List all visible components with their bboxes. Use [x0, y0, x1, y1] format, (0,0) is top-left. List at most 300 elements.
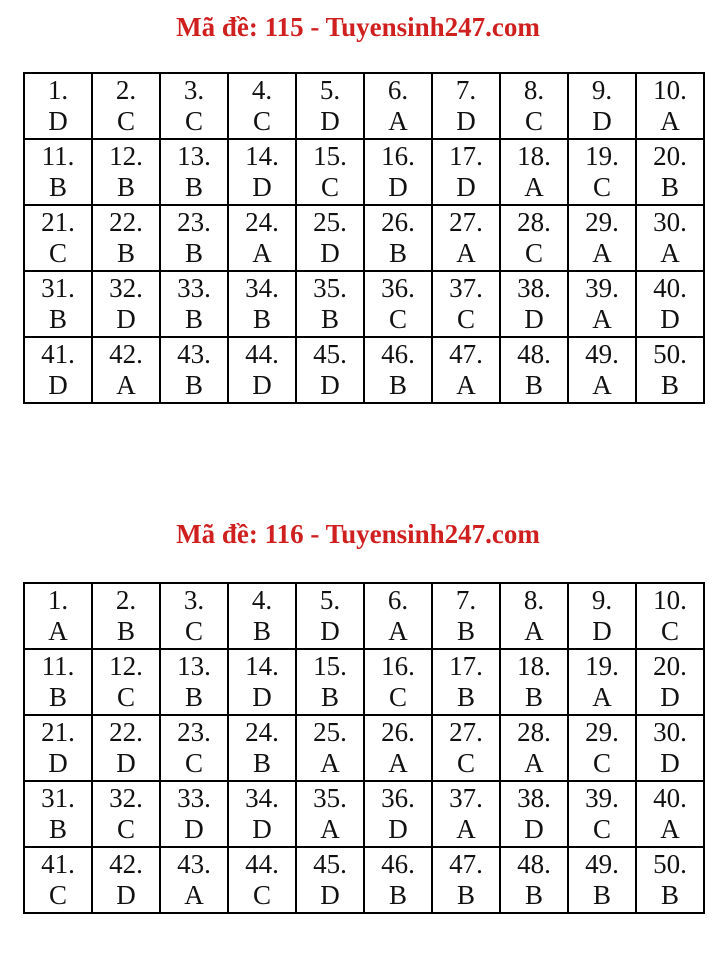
question-number: 7. — [455, 75, 477, 105]
question-number: 29. — [585, 207, 619, 237]
question-number: 40. — [653, 273, 687, 303]
answer-letter: C — [184, 106, 203, 136]
answer-cell — [364, 271, 432, 337]
answer-cell — [92, 781, 160, 847]
answer-letter: B — [184, 682, 203, 712]
answer-cell — [636, 583, 704, 649]
question-number: 30. — [653, 717, 687, 747]
answer-letter: A — [252, 238, 272, 268]
question-number: 21. — [41, 717, 75, 747]
question-number: 45. — [313, 339, 347, 369]
answer-cell — [228, 337, 296, 403]
answer-letter: D — [252, 370, 272, 400]
answer-cell — [296, 649, 364, 715]
answer-cell — [228, 205, 296, 271]
answer-cell — [364, 583, 432, 649]
answer-cell — [636, 781, 704, 847]
question-number: 5. — [319, 75, 341, 105]
answer-cell — [568, 781, 636, 847]
answer-cell — [160, 847, 228, 913]
question-number: 4. — [251, 585, 273, 615]
question-number: 16. — [381, 651, 415, 681]
answer-cell — [364, 337, 432, 403]
answer-cell — [24, 649, 92, 715]
answer-letter: A — [320, 814, 340, 844]
question-number: 15. — [313, 141, 347, 171]
question-number: 46. — [381, 339, 415, 369]
answer-letter: D — [592, 616, 612, 646]
answer-cell — [160, 337, 228, 403]
answer-letter: D — [116, 304, 136, 334]
answer-letter: B — [388, 370, 407, 400]
question-number: 3. — [183, 585, 205, 615]
answer-letter: B — [116, 172, 135, 202]
answer-cell — [636, 205, 704, 271]
question-number: 24. — [245, 207, 279, 237]
answer-cell — [432, 583, 500, 649]
question-number: 21. — [41, 207, 75, 237]
table-row — [24, 205, 704, 271]
answer-cell — [364, 781, 432, 847]
answer-cell — [92, 715, 160, 781]
question-number: 43. — [177, 339, 211, 369]
question-number: 8. — [523, 585, 545, 615]
question-number: 31. — [41, 783, 75, 813]
answer-letter: B — [524, 682, 543, 712]
answer-letter: D — [660, 682, 680, 712]
answer-key-title-115: Mã đề: 115 - Tuyensinh247.com — [176, 12, 540, 42]
answer-letter: B — [320, 682, 339, 712]
answer-cell — [296, 271, 364, 337]
answer-letter: D — [456, 172, 476, 202]
answer-cell — [296, 847, 364, 913]
answer-cell — [500, 583, 568, 649]
answer-letter: C — [116, 682, 135, 712]
answer-letter: A — [456, 238, 476, 268]
question-number: 37. — [449, 783, 483, 813]
answer-letter: C — [592, 814, 611, 844]
answer-letter: A — [456, 370, 476, 400]
answer-letter: D — [116, 880, 136, 910]
answer-letter: D — [524, 304, 544, 334]
answer-letter: B — [116, 238, 135, 268]
answer-cell — [500, 715, 568, 781]
question-number: 26. — [381, 717, 415, 747]
answer-letter: D — [184, 814, 204, 844]
answer-cell — [568, 337, 636, 403]
answer-letter: D — [660, 748, 680, 778]
answer-cell — [92, 583, 160, 649]
question-number: 44. — [245, 339, 279, 369]
answer-letter: B — [456, 880, 475, 910]
answer-letter: A — [660, 238, 680, 268]
answer-letter: C — [184, 616, 203, 646]
answer-letter: B — [524, 370, 543, 400]
question-number: 19. — [585, 651, 619, 681]
answer-cell — [228, 847, 296, 913]
question-number: 28. — [517, 207, 551, 237]
answer-cell — [228, 583, 296, 649]
question-number: 47. — [449, 339, 483, 369]
answer-key-title-116: Mã đề: 116 - Tuyensinh247.com — [176, 519, 540, 549]
answer-cell — [92, 205, 160, 271]
answer-letter: C — [252, 880, 271, 910]
answer-letter: B — [48, 304, 67, 334]
answer-cell — [296, 781, 364, 847]
answer-letter: C — [592, 172, 611, 202]
question-number: 37. — [449, 273, 483, 303]
question-number: 42. — [109, 849, 143, 879]
answer-letter: D — [388, 172, 408, 202]
answer-letter: C — [48, 238, 67, 268]
answer-letter: B — [48, 814, 67, 844]
question-number: 18. — [517, 141, 551, 171]
answer-letter: D — [592, 106, 612, 136]
answer-cell — [228, 73, 296, 139]
answer-letter: D — [524, 814, 544, 844]
answer-cell — [636, 73, 704, 139]
question-number: 12. — [109, 651, 143, 681]
question-number: 45. — [313, 849, 347, 879]
answer-cell — [24, 715, 92, 781]
question-number: 41. — [41, 339, 75, 369]
answer-cell — [636, 715, 704, 781]
answer-cell — [636, 139, 704, 205]
table-row — [24, 139, 704, 205]
answer-letter: C — [456, 748, 475, 778]
question-number: 47. — [449, 849, 483, 879]
answer-cell — [228, 271, 296, 337]
question-number: 35. — [313, 783, 347, 813]
table-row — [24, 781, 704, 847]
answer-cell — [364, 649, 432, 715]
answer-cell — [500, 649, 568, 715]
answer-letter: B — [660, 172, 679, 202]
question-number: 15. — [313, 651, 347, 681]
answer-cell — [24, 337, 92, 403]
question-number: 3. — [183, 75, 205, 105]
answer-cell — [568, 139, 636, 205]
answer-letter: B — [184, 172, 203, 202]
question-number: 20. — [653, 141, 687, 171]
question-number: 31. — [41, 273, 75, 303]
answer-cell — [364, 847, 432, 913]
answer-letter: B — [116, 616, 135, 646]
answer-letter: A — [320, 748, 340, 778]
question-number: 19. — [585, 141, 619, 171]
answer-cell — [92, 649, 160, 715]
question-number: 16. — [381, 141, 415, 171]
answer-cell — [228, 715, 296, 781]
answer-letter: A — [660, 814, 680, 844]
question-number: 7. — [455, 585, 477, 615]
answer-letter: A — [524, 748, 544, 778]
answer-letter: A — [660, 106, 680, 136]
answer-letter: C — [388, 682, 407, 712]
answer-letter: A — [524, 172, 544, 202]
table-row — [24, 649, 704, 715]
question-number: 11. — [41, 141, 75, 171]
answer-cell — [160, 271, 228, 337]
table-row — [24, 715, 704, 781]
answer-cell — [500, 781, 568, 847]
question-number: 22. — [109, 207, 143, 237]
question-number: 8. — [523, 75, 545, 105]
answer-letter: D — [320, 106, 340, 136]
answer-letter: D — [252, 172, 272, 202]
answer-letter: A — [388, 616, 408, 646]
answer-letter: C — [592, 748, 611, 778]
answer-cell — [568, 847, 636, 913]
answer-letter: B — [388, 238, 407, 268]
answer-letter: D — [660, 304, 680, 334]
answer-letter: B — [320, 304, 339, 334]
question-number: 2. — [115, 585, 137, 615]
question-number: 6. — [387, 75, 409, 105]
question-number: 4. — [251, 75, 273, 105]
answer-letter: A — [456, 814, 476, 844]
question-number: 12. — [109, 141, 143, 171]
question-number: 17. — [449, 651, 483, 681]
answer-cell — [432, 139, 500, 205]
table-row — [24, 337, 704, 403]
answer-letter: C — [116, 106, 135, 136]
answer-cell — [92, 73, 160, 139]
answer-cell — [364, 139, 432, 205]
answer-cell — [160, 715, 228, 781]
answer-letter: C — [456, 304, 475, 334]
answer-cell — [296, 583, 364, 649]
answer-letter: B — [184, 238, 203, 268]
answer-letter: A — [592, 370, 612, 400]
answer-letter: C — [660, 616, 679, 646]
answer-cell — [92, 139, 160, 205]
answer-cell — [568, 271, 636, 337]
question-number: 30. — [653, 207, 687, 237]
question-number: 20. — [653, 651, 687, 681]
answer-letter: D — [320, 616, 340, 646]
question-number: 22. — [109, 717, 143, 747]
question-number: 33. — [177, 273, 211, 303]
question-number: 48. — [517, 339, 551, 369]
answer-letter: B — [48, 172, 67, 202]
answer-cell — [432, 205, 500, 271]
question-number: 49. — [585, 339, 619, 369]
answer-cell — [568, 715, 636, 781]
answer-letter: D — [252, 682, 272, 712]
answer-letter: A — [592, 682, 612, 712]
question-number: 25. — [313, 207, 347, 237]
question-number: 34. — [245, 783, 279, 813]
question-number: 23. — [177, 717, 211, 747]
answer-letter: D — [48, 748, 68, 778]
answer-letter: D — [388, 814, 408, 844]
answer-letter: D — [116, 748, 136, 778]
answer-letter: C — [184, 748, 203, 778]
question-number: 13. — [177, 141, 211, 171]
answer-cell — [296, 73, 364, 139]
answer-cell — [500, 337, 568, 403]
answer-cell — [92, 271, 160, 337]
question-number: 43. — [177, 849, 211, 879]
answer-letter: C — [252, 106, 271, 136]
question-number: 18. — [517, 651, 551, 681]
answer-cell — [24, 583, 92, 649]
answer-letter: B — [48, 682, 67, 712]
answer-cell — [296, 205, 364, 271]
answer-letter: C — [48, 880, 67, 910]
answer-cell — [24, 271, 92, 337]
question-number: 23. — [177, 207, 211, 237]
answer-letter: C — [320, 172, 339, 202]
question-number: 49. — [585, 849, 619, 879]
table-row — [24, 271, 704, 337]
question-number: 39. — [585, 273, 619, 303]
answer-cell — [636, 337, 704, 403]
answer-letter: B — [252, 616, 271, 646]
question-number: 39. — [585, 783, 619, 813]
question-number: 36. — [381, 273, 415, 303]
answer-letter: B — [592, 880, 611, 910]
question-number: 35. — [313, 273, 347, 303]
question-number: 6. — [387, 585, 409, 615]
question-number: 44. — [245, 849, 279, 879]
answer-letter: A — [388, 106, 408, 136]
answer-letter: A — [184, 880, 204, 910]
question-number: 29. — [585, 717, 619, 747]
question-number: 32. — [109, 273, 143, 303]
answer-cell — [160, 73, 228, 139]
question-number: 2. — [115, 75, 137, 105]
answer-cell — [160, 649, 228, 715]
question-number: 27. — [449, 717, 483, 747]
table-row — [24, 847, 704, 913]
question-number: 5. — [319, 585, 341, 615]
question-number: 9. — [591, 585, 613, 615]
answer-cell — [364, 715, 432, 781]
answer-letter: A — [388, 748, 408, 778]
answer-letter: B — [184, 370, 203, 400]
question-number: 9. — [591, 75, 613, 105]
question-number: 28. — [517, 717, 551, 747]
answer-cell — [500, 847, 568, 913]
answer-letter: D — [252, 814, 272, 844]
answer-cell — [636, 649, 704, 715]
table-row — [24, 73, 704, 139]
answer-cell — [228, 781, 296, 847]
answer-cell — [228, 139, 296, 205]
question-number: 38. — [517, 783, 551, 813]
question-number: 36. — [381, 783, 415, 813]
answer-cell — [568, 205, 636, 271]
question-number: 38. — [517, 273, 551, 303]
answer-cell — [92, 337, 160, 403]
answer-letter: C — [524, 106, 543, 136]
answer-cell — [296, 139, 364, 205]
answer-letter: B — [660, 370, 679, 400]
question-number: 25. — [313, 717, 347, 747]
answer-letter: B — [184, 304, 203, 334]
answer-letter: B — [456, 682, 475, 712]
answer-letter: B — [252, 748, 271, 778]
answer-cell — [160, 781, 228, 847]
question-number: 46. — [381, 849, 415, 879]
question-number: 1. — [47, 75, 69, 105]
answer-cell — [24, 781, 92, 847]
question-number: 14. — [245, 141, 279, 171]
answer-cell — [364, 73, 432, 139]
answer-letter: B — [660, 880, 679, 910]
answer-cell — [500, 205, 568, 271]
answer-key-table-116 — [23, 582, 705, 914]
answer-letter: C — [116, 814, 135, 844]
answer-letter: D — [320, 370, 340, 400]
question-number: 40. — [653, 783, 687, 813]
answer-cell — [432, 271, 500, 337]
answer-cell — [432, 337, 500, 403]
answer-cell — [296, 715, 364, 781]
answer-letter: C — [524, 238, 543, 268]
answer-cell — [24, 205, 92, 271]
answer-cell — [432, 781, 500, 847]
question-number: 50. — [653, 849, 687, 879]
question-number: 34. — [245, 273, 279, 303]
answer-letter: A — [524, 616, 544, 646]
answer-letter: D — [320, 238, 340, 268]
question-number: 42. — [109, 339, 143, 369]
answer-cell — [636, 271, 704, 337]
answer-letter: B — [524, 880, 543, 910]
answer-letter: A — [592, 238, 612, 268]
answer-cell — [500, 271, 568, 337]
question-number: 24. — [245, 717, 279, 747]
answer-cell — [160, 205, 228, 271]
question-number: 32. — [109, 783, 143, 813]
answer-cell — [500, 73, 568, 139]
answer-cell — [364, 205, 432, 271]
answer-letter: A — [48, 616, 68, 646]
answer-cell — [568, 583, 636, 649]
question-number: 26. — [381, 207, 415, 237]
answer-cell — [24, 847, 92, 913]
answer-cell — [636, 847, 704, 913]
question-number: 10. — [653, 75, 687, 105]
answer-cell — [568, 649, 636, 715]
answer-cell — [432, 847, 500, 913]
question-number: 33. — [177, 783, 211, 813]
question-number: 41. — [41, 849, 75, 879]
answer-cell — [568, 73, 636, 139]
answer-letter: C — [388, 304, 407, 334]
answer-letter: D — [456, 106, 476, 136]
answer-cell — [160, 583, 228, 649]
answer-cell — [24, 139, 92, 205]
answer-cell — [92, 847, 160, 913]
question-number: 50. — [653, 339, 687, 369]
answer-letter: B — [388, 880, 407, 910]
answer-cell — [432, 649, 500, 715]
answer-cell — [24, 73, 92, 139]
question-number: 17. — [449, 141, 483, 171]
answer-cell — [432, 715, 500, 781]
answer-letter: B — [252, 304, 271, 334]
answer-cell — [500, 139, 568, 205]
question-number: 1. — [47, 585, 69, 615]
question-number: 13. — [177, 651, 211, 681]
answer-cell — [160, 139, 228, 205]
answer-letter: A — [592, 304, 612, 334]
answer-letter: B — [456, 616, 475, 646]
